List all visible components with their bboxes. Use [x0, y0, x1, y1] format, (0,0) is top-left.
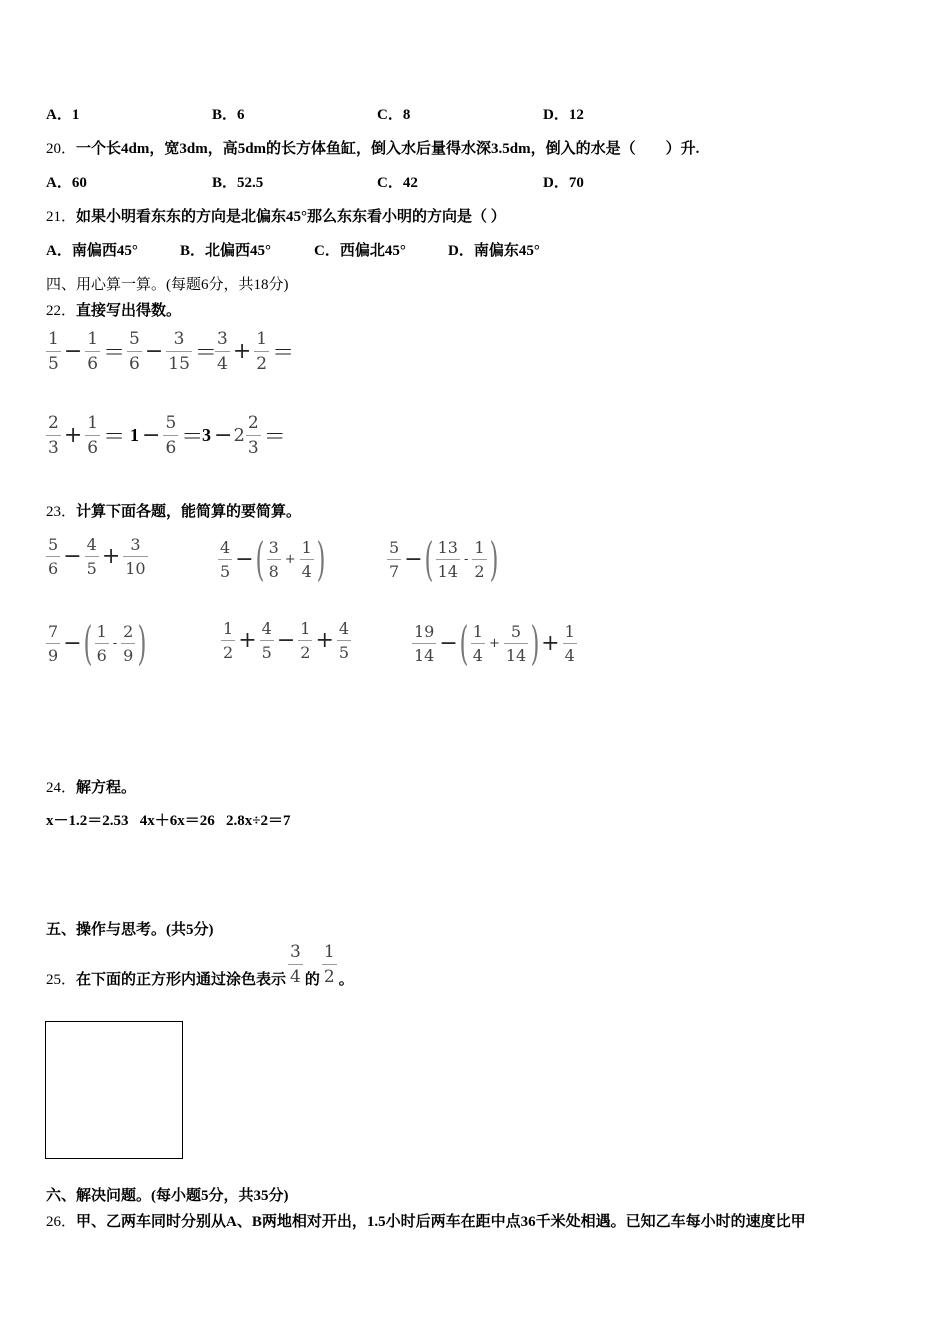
question-23	[46, 500, 301, 521]
question-21	[46, 205, 506, 226]
question-26	[46, 1210, 806, 1231]
option-b: B．6	[212, 107, 245, 123]
option-a: A．南偏西45°	[46, 243, 138, 259]
question-20	[46, 137, 699, 158]
section-title: 六、解决问题。(每小题5分，共35分)	[46, 1188, 289, 1204]
equations: x－1.2＝2.53 4x＋6x＝26 2.8x÷2＝7	[46, 813, 291, 829]
question-24	[46, 776, 136, 797]
option-c: C．西偏北45°	[314, 243, 406, 259]
fraction: $\frac{1}{6}$	[87, 413, 99, 458]
option-c: C．42	[377, 175, 418, 191]
option-d: D．70	[543, 175, 584, 191]
expression-22-3: 3 4 + $\frac{1}{2}$ ＝	[217, 329, 295, 374]
fraction: 3 4	[217, 329, 228, 374]
fraction: 2 3	[48, 413, 59, 458]
expression-22-1: 1 5 − $\frac{1}{6}$ ＝	[48, 329, 126, 374]
question-text: 计算下面各题，能简算的要简算。	[76, 504, 302, 520]
question-22	[46, 299, 181, 320]
expression-23-4: 7 9 − ( 1 6 - 2 9 )	[48, 616, 147, 670]
option-a: A．60	[46, 175, 87, 191]
fraction: 1 5	[48, 329, 59, 374]
option-a: A．1	[46, 107, 80, 123]
question-number: 26．	[46, 1214, 77, 1230]
expression-23-1: 5 6 − $\frac{4}{5}$ + $\frac{3}{10}$	[48, 535, 146, 578]
square-drawing-area	[45, 1021, 183, 1159]
question-number: 21．	[46, 209, 77, 225]
expression-22-2: 5 6 − $\frac{3}{15}$ ＝	[129, 329, 217, 374]
fraction: $\frac{5}{6}$	[165, 413, 177, 458]
question-text: 在下面的正方形内通过涂色表示	[76, 972, 287, 988]
question-text: 直接写出得数。	[76, 303, 182, 319]
question-number: 24．	[46, 780, 77, 796]
fraction: 5 6	[129, 329, 140, 374]
question-text: 解方程。	[76, 780, 137, 796]
fraction: 1 2	[323, 942, 335, 987]
expression-23-2: 4 5 − ( 3 8 + $\frac{1}{4}$ )	[220, 532, 326, 586]
option-b: B．52.5	[212, 175, 264, 191]
expression-22-4: 2 3 + $\frac{1}{6}$ ＝	[48, 413, 126, 458]
fraction: 3 4	[290, 942, 301, 987]
option-c: C．8	[377, 107, 411, 123]
fraction: $\frac{3}{15}$	[168, 329, 190, 374]
question-text: 如果小明看东东的方向是北偏东45°那么东东看小明的方向是（ ）	[76, 209, 506, 225]
expression-22-6: 3 − 2 2 3 ＝	[202, 413, 286, 458]
section-title: 四、用心算一算。(每题6分，共18分)	[46, 277, 289, 293]
question-text: 一个长4dm，宽3dm，高5dm的长方体鱼缸，倒入水后量得水深3.5dm，倒入的水是（ ）升.	[76, 141, 700, 157]
expression-23-5: 1 2 + $\frac{4}{5}$ − $\frac{1}{2}$ + $\frac{4}{5}$	[223, 619, 350, 662]
question-number: 22．	[46, 303, 77, 319]
expression-23-6: 19 14 − ( 1 4 + $\frac{5}{14}$ ) + $\frac{1}{4}$	[414, 616, 575, 670]
expression-22-5: 1 − $\frac{5}{6}$ ＝	[130, 413, 204, 458]
expression-23-3: 5 7 − ( 13 14 - 1 2 )	[389, 532, 498, 586]
option-d: D．12	[543, 107, 584, 123]
question-25: 25． 在下面的正方形内通过涂色表示 3 4 的 1 2 。	[46, 942, 354, 988]
question-number: 25．	[46, 972, 77, 988]
fraction: $\frac{1}{6}$	[87, 329, 99, 374]
fraction: $\frac{1}{2}$	[256, 329, 268, 374]
question-number: 20．	[46, 141, 77, 157]
question-number: 23．	[46, 504, 77, 520]
option-d: D．南偏东45°	[448, 243, 540, 259]
section-title: 五、操作与思考。(共5分)	[46, 922, 214, 938]
fraction: 2 3	[247, 413, 259, 458]
question-text: 甲、乙两车同时分别从A、B两地相对开出，1.5小时后两车在距中点36千米处相遇。已知乙车每小时的速度比甲	[76, 1214, 806, 1230]
option-b: B．北偏西45°	[180, 243, 272, 259]
